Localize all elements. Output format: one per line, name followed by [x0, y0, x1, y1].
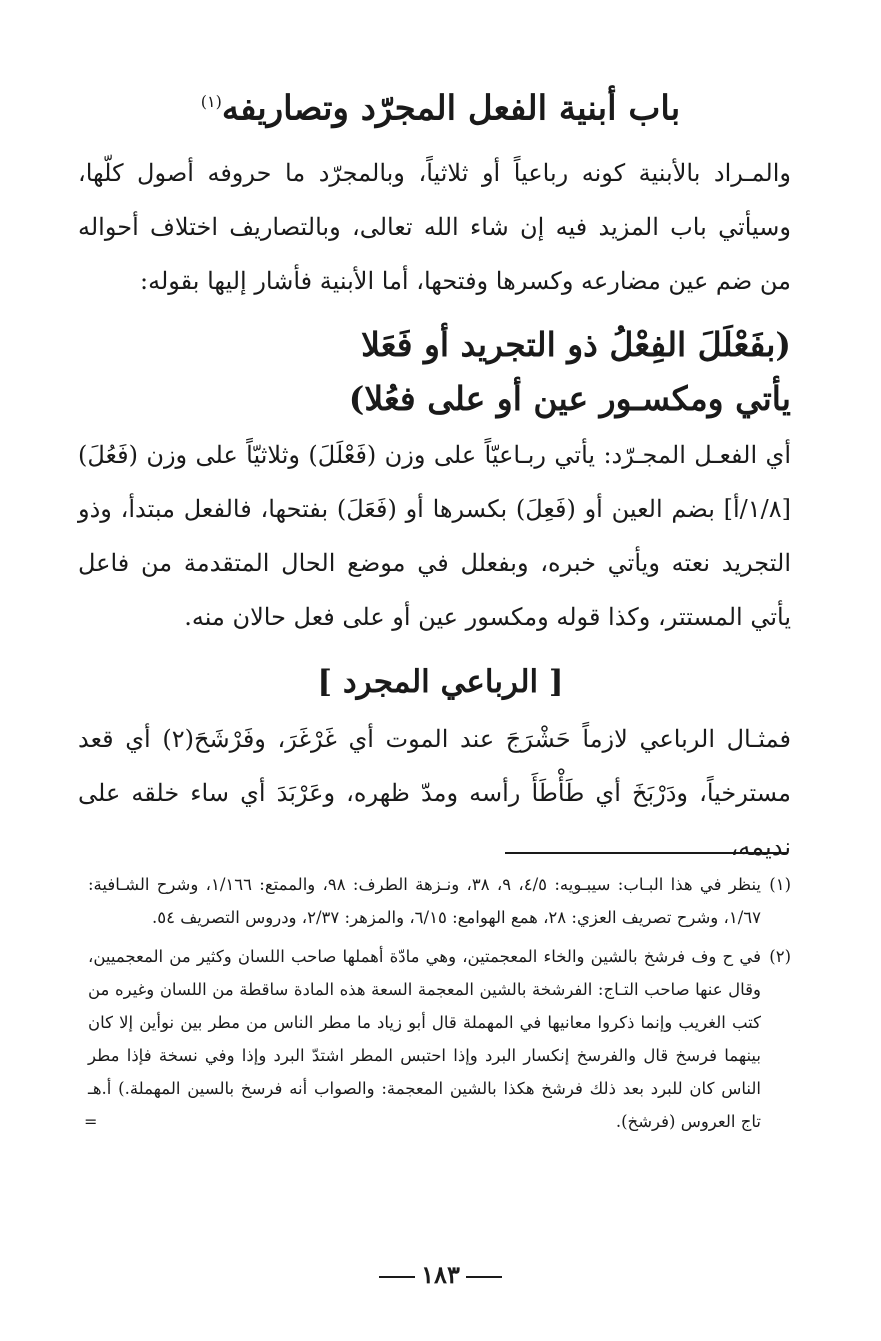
- footnote-2: [84, 940, 791, 1138]
- footnote-ref-1: (١): [200, 92, 222, 111]
- verse-line-1: (بفَعْلَلَ الفِعْلُ ذو التجريد أو فَعَلا: [361, 325, 791, 364]
- paragraph-1: والمـراد بالأبنية كونه رباعياً أو ثلاثياً، وبالمجرّد ما حروفه أصول كلّها، وسيأتي باب المزيد فيه إن شاء الله تعالى، وبالتصاريف اختلاف أحواله من ضم عين مضارعه وكسرها وفتحها، أما الأبنية فأشار إليها بقوله:: [78, 159, 791, 295]
- chapter-title-text: باب أبنية الفعل المجرّد وتصاريفه: [221, 88, 681, 129]
- footnotes: [84, 868, 791, 1144]
- paragraph-2: أي الفعـل المجـرّد: يأتي ربـاعيّاً على وزن (فَعْلَلَ) وثلاثيّاً على وزن (فَعُلَ) [١/٨/أ] بضم العين أو (فَعِلَ) بكسرها أو (فَعَلَ) بفتحها، فالفعل مبتدأ، وذو التجريد نعته ويأتي خبره، وبفعلل في موضع الحال المتقدمة من فاعل يأتي المستتر، وكذا قوله ومكسور عين أو على فعل حالان منه.: [78, 441, 791, 631]
- verse-line-2: يأتي ومكسـور عين أو على فعُلا): [348, 379, 791, 418]
- footnote-separator: [505, 852, 787, 854]
- paragraph-3: فمثـال الرباعي لازماً حَشْرَجَ عند الموت أي غَرْغَرَ، وفَرْشَحَ(٢) أي قعد مسترخياً، ودَرْبَخَ أي طَأْطَأَ رأسه ومدّ ظهره، وعَرْبَدَ أي ساء خلقه على نديمه،: [78, 725, 791, 861]
- footnote-text: في ح وف فرشخ بالشين والخاء المعجمتين، وهي مادّة أهملها صاحب اللسان وكثير من المعجميين، وقال عنها صاحب التـاج: الفرشخة بالشين المعجمة السعة هذه المادة ساقطة من اللسان وغيره من كتب الغريب وإنما ذكروا معانيها في المهملة قال أبو زياد ما مطر الناس من مطر بين نوأين إلا كان بينهما فرسخ قال والفرسخ إنكسار البرد وإذا احتبس المطر اشتدّ البرد وإذا وفي نسخة فإذا مطر الناس كان للبرد بعد ذلك فرشخ هكذا بالشين المعجمة: والصواب أنه فرسخ بالسين المهملة.) أ.هـ تاج العروس (فرشخ).: [88, 947, 761, 1131]
- continuation-mark: =: [84, 1112, 98, 1131]
- page-number-text: ١٨٣: [421, 1260, 460, 1289]
- page-number-dash-left: [466, 1276, 502, 1278]
- footnote-1: [88, 868, 791, 934]
- footnote-number: (١): [769, 875, 791, 894]
- chapter-title: [60, 76, 821, 134]
- page-number-dash-right: [379, 1276, 415, 1278]
- section-title: [ الرباعي المجرد ]: [317, 664, 564, 700]
- page-number: [0, 1260, 881, 1289]
- footnote-number: (٢): [769, 947, 791, 966]
- footnote-text: ينظر في هذا البـاب: سيبـويه: ٤/٥، ٩، ٣٨، ونـزهة الطرف: ٩٨، والممتع: ١/١٦٦، وشرح الشـافية: ١/٦٧، وشرح تصريف العزي: ٢٨، همع الهوامع: ٦/١٥، والمزهر: ٢/٣٧، ودروس التصريف ٥٤.: [88, 875, 762, 927]
